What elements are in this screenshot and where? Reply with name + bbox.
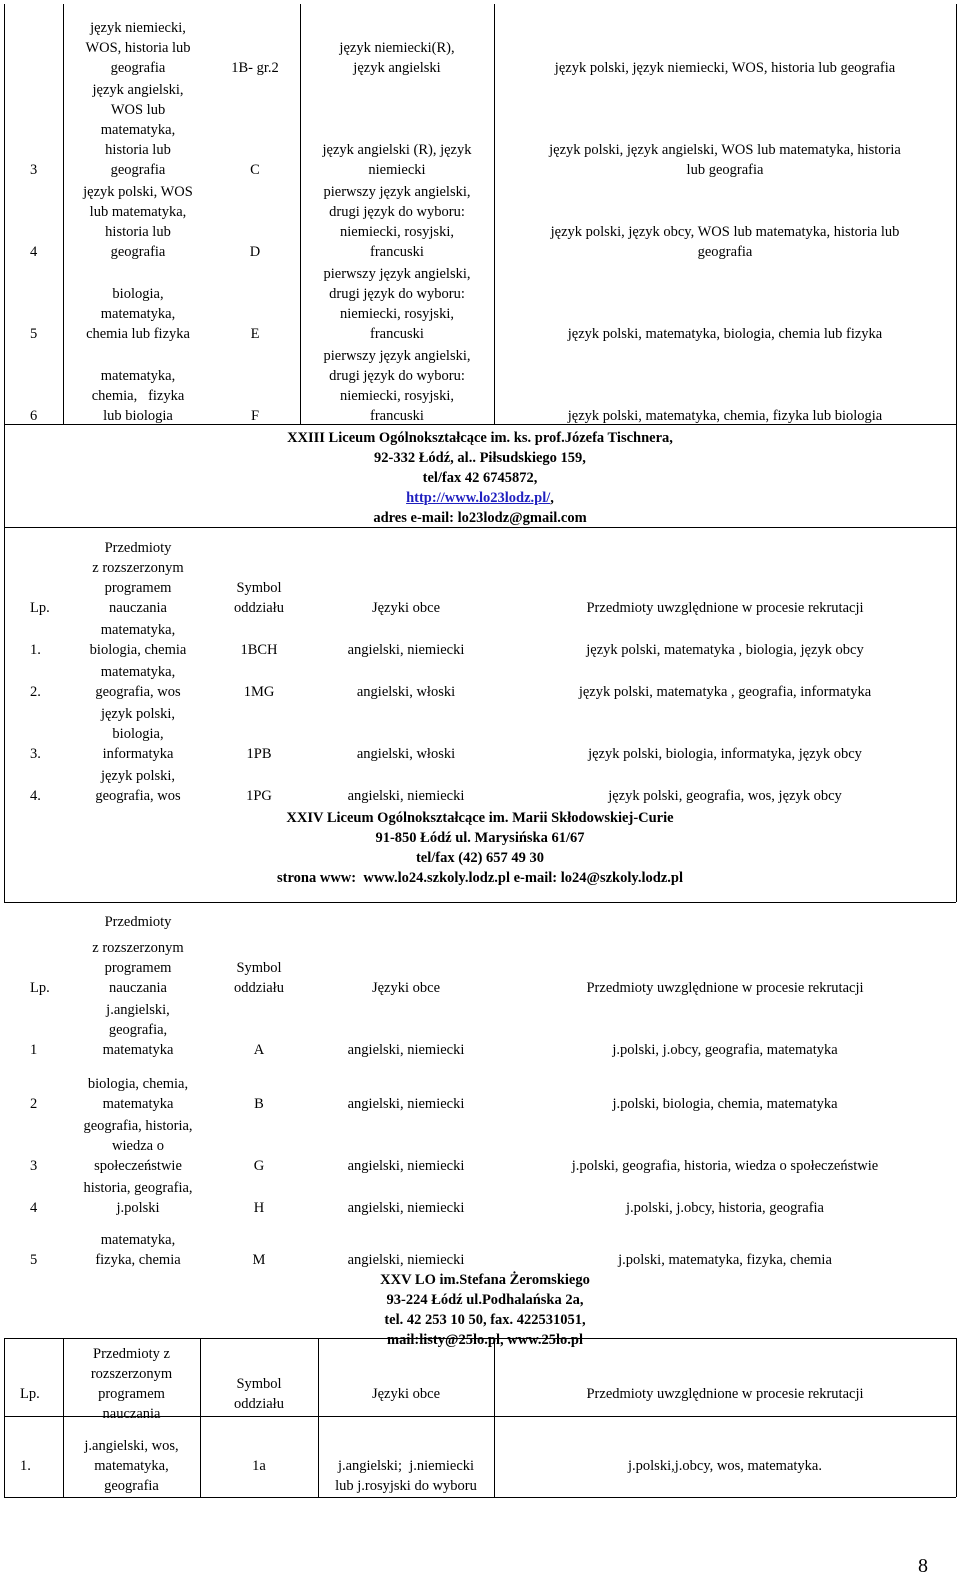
school-email: mail:listy@25lo.pl, www.25lo.pl: [387, 1332, 583, 1348]
class-symbol: 1BCH: [240, 642, 278, 658]
row-number: 5: [30, 1252, 38, 1268]
class-symbol: 1PB: [246, 746, 272, 762]
column-header-languages: Języki obce: [371, 980, 441, 996]
column-header-lp: Lp.: [30, 980, 50, 996]
punctuation: ,: [550, 490, 554, 506]
languages-cell: angielski, niemiecki: [347, 1042, 465, 1058]
recruitment-cell: j.polski, matematyka, fizyka, chemia: [618, 1252, 832, 1268]
row-number: 4.: [30, 788, 41, 804]
languages-cell: angielski, włoski: [356, 746, 456, 762]
school-phone: tel/fax 42 6745872,: [422, 470, 538, 486]
class-symbol: C: [250, 162, 260, 178]
school-phone: tel. 42 253 10 50, fax. 422531051,: [384, 1312, 586, 1328]
languages-cell: j.angielski; j.niemiecki lub j.rosyjski do wyboru: [335, 1458, 477, 1494]
languages-cell: angielski, niemiecki: [347, 1096, 465, 1112]
column-header-subjects: Przedmioty z rozszerzonym programem nauczania: [90, 1346, 173, 1422]
table-border: [4, 1338, 5, 1497]
school-address: 92-332 Łódź, al.. Piłsudskiego 159,: [374, 450, 586, 466]
recruitment-cell: język polski, geografia, wos, język obcy: [608, 788, 842, 804]
column-header-recruitment: Przedmioty uwzględnione w procesie rekrutacji: [586, 980, 864, 996]
school-website: [0, 488, 960, 508]
row-number: 5: [30, 326, 38, 342]
recruitment-cell: język polski, matematyka, chemia, fizyka lub biologia: [567, 408, 883, 424]
school-website-link[interactable]: http://www.lo23lodz.pl/: [406, 490, 551, 506]
school-address: 91-850 Łódź ul. Marysińska 61/67: [375, 830, 585, 846]
recruitment-cell: język polski, matematyka, biologia, chemia lub fizyka: [567, 326, 883, 342]
table-border: [4, 1497, 956, 1498]
column-header-symbol: Symbol oddziału: [234, 580, 284, 616]
column-header-languages: Języki obce: [371, 600, 441, 616]
languages-cell: angielski, niemiecki: [347, 642, 465, 658]
languages-cell: pierwszy język angielski, drugi język do wyboru: niemiecki, rosyjski, francuski: [323, 184, 471, 260]
subjects-cell: biologia, chemia, matematyka: [87, 1076, 189, 1112]
school-name: XXIII Liceum Ogólnokształcące im. ks. prof.Józefa Tischnera,: [287, 430, 673, 446]
column-header-lp: Lp.: [20, 1386, 40, 1402]
subjects-cell: j.angielski, wos, matematyka, geografia: [84, 1438, 179, 1494]
subjects-cell: matematyka, geografia, wos: [95, 664, 181, 700]
subjects-cell: geografia, historia, wiedza o społeczeństwie: [83, 1118, 193, 1174]
recruitment-cell: j.polski, geografia, historia, wiedza o społeczeństwie: [571, 1158, 879, 1174]
class-symbol: D: [249, 244, 261, 260]
languages-cell: angielski, włoski: [356, 684, 456, 700]
school-name: XXIV Liceum Ogólnokształcące im. Marii Skłodowskiej-Curie: [286, 810, 674, 826]
class-symbol: 1a: [252, 1458, 266, 1474]
languages-cell: angielski, niemiecki: [347, 1252, 465, 1268]
class-symbol: E: [250, 326, 260, 342]
column-header-subjects: z rozszerzonym programem nauczania: [92, 940, 184, 996]
languages-cell: angielski, niemiecki: [347, 1200, 465, 1216]
recruitment-cell: j.polski, j.obcy, geografia, matematyka: [612, 1042, 838, 1058]
languages-cell: język angielski (R), język niemiecki: [322, 142, 472, 178]
subjects-cell: matematyka, biologia, chemia: [89, 622, 187, 658]
class-symbol: G: [253, 1158, 265, 1174]
column-header-recruitment: Przedmioty uwzględnione w procesie rekrutacji: [586, 600, 864, 616]
row-number: 4: [30, 1200, 38, 1216]
column-header-subjects: Przedmioty z rozszerzonym programem nauczania: [92, 540, 184, 616]
school-name: XXV LO im.Stefana Żeromskiego: [380, 1272, 590, 1288]
column-header-symbol: Symbol oddziału: [234, 1376, 284, 1412]
school-phone: tel/fax (42) 657 49 30: [415, 850, 545, 866]
row-number: 4: [30, 244, 38, 260]
recruitment-cell: język polski, język angielski, WOS lub matematyka, historia lub geografia: [549, 142, 901, 178]
column-header-lp: Lp.: [30, 600, 50, 616]
table-border: [956, 1338, 957, 1497]
class-symbol: H: [253, 1200, 265, 1216]
recruitment-cell: język polski, język obcy, WOS lub matematyka, historia lub geografia: [550, 224, 900, 260]
column-header-recruitment: Przedmioty uwzględnione w procesie rekrutacji: [586, 1386, 864, 1402]
subjects-cell: język polski, biologia, informatyka: [100, 706, 176, 762]
recruitment-cell: język polski, matematyka , biologia, język obcy: [586, 642, 864, 658]
languages-cell: język niemiecki(R), język angielski: [339, 40, 455, 76]
row-number: 3.: [30, 746, 41, 762]
class-symbol: 1B- gr.2: [231, 60, 279, 76]
row-number: 2: [30, 1096, 38, 1112]
column-header-languages: Języki obce: [371, 1386, 441, 1402]
page-number: 8: [918, 1555, 928, 1577]
subjects-cell: matematyka, fizyka, chemia: [95, 1232, 181, 1268]
languages-cell: angielski, niemiecki: [347, 1158, 465, 1174]
school-address: 93-224 Łódź ul.Podhalańska 2a,: [386, 1292, 584, 1308]
class-symbol: F: [250, 408, 260, 424]
row-number: 3: [30, 162, 38, 178]
subjects-cell: matematyka, chemia, fizyka lub biologia: [91, 368, 185, 424]
class-symbol: M: [252, 1252, 266, 1268]
row-number: 2.: [30, 684, 41, 700]
languages-cell: angielski, niemiecki: [347, 788, 465, 804]
subjects-cell: język angielski, WOS lub matematyka, historia lub geografia: [92, 82, 184, 178]
recruitment-cell: język polski, matematyka , geografia, informatyka: [578, 684, 872, 700]
recruitment-cell: język polski, język niemiecki, WOS, historia lub geografia: [554, 60, 896, 76]
school-website: strona www: www.lo24.szkoly.lodz.pl e-mail: lo24@szkoly.lodz.pl: [277, 870, 683, 886]
table-border: [4, 4, 5, 424]
column-header-subjects: Przedmioty: [104, 914, 172, 930]
column-header-symbol: Symbol oddziału: [234, 960, 284, 996]
class-symbol: 1MG: [243, 684, 275, 700]
recruitment-cell: j.polski,j.obcy, wos, matematyka.: [628, 1458, 822, 1474]
recruitment-cell: j.polski, j.obcy, historia, geografia: [626, 1200, 824, 1216]
row-number: 3: [30, 1158, 38, 1174]
subjects-cell: język niemiecki, WOS, historia lub geografia: [85, 20, 191, 76]
row-number: 6: [30, 408, 38, 424]
table-border: [4, 902, 956, 903]
languages-cell: pierwszy język angielski, drugi język do wyboru: niemiecki, rosyjski, francuski: [323, 266, 471, 342]
subjects-cell: biologia, matematyka, chemia lub fizyka: [86, 286, 190, 342]
table-border: [956, 4, 957, 424]
class-symbol: A: [253, 1042, 265, 1058]
subjects-cell: język polski, geografia, wos: [95, 768, 181, 804]
subjects-cell: j.angielski, geografia, matematyka: [102, 1002, 174, 1058]
row-number: 1.: [20, 1458, 31, 1474]
row-number: 1.: [30, 642, 41, 658]
row-number: 1: [30, 1042, 38, 1058]
school-email: adres e-mail: lo23lodz@gmail.com: [373, 510, 587, 526]
class-symbol: B: [254, 1096, 264, 1112]
recruitment-cell: język polski, biologia, informatyka, język obcy: [588, 746, 862, 762]
class-symbol: 1PG: [246, 788, 272, 804]
subjects-cell: historia, geografia, j.polski: [83, 1180, 193, 1216]
languages-cell: pierwszy język angielski, drugi język do wyboru: niemiecki, rosyjski, francuski: [323, 348, 471, 424]
subjects-cell: język polski, WOS lub matematyka, historia lub geografia: [83, 184, 193, 260]
recruitment-cell: j.polski, biologia, chemia, matematyka: [612, 1096, 838, 1112]
